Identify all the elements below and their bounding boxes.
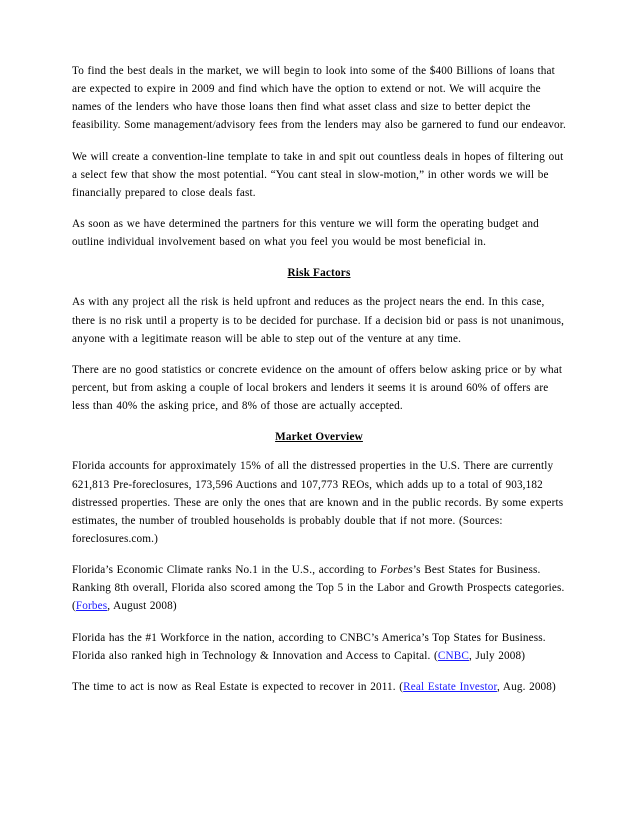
paragraph-operating-budget: As soon as we have determined the partners for this venture we will form the operating budget and outline individual involvement based on what you feel you would be most beneficial in. [72,217,539,249]
document-body [72,62,566,696]
paragraph-convention-line-template: We will create a convention-line template to take in and spit out countless deals in hopes of filtering out a select few that show the most potential. “You cant steal in slow-motion,” in other words we will be financially prepared to close deals fast. [72,150,564,199]
text-segment: , Aug. 2008) [496,680,556,693]
text-segment: The time to act is now as Real Estate is expected to recover in 2011. ( [72,680,404,693]
paragraph-cnbc-workforce [72,629,566,665]
text-segment: Florida’s Economic Climate ranks No.1 in the U.S., according to [72,564,381,577]
text-segment: ’s Best States for Business. Ranking 8th overall, Florida also scored among the Top 5 in the Labor and Growth Prospects categories. ( [72,564,565,613]
paragraph-real-estate-recovery [72,678,566,696]
link-real-estate-investor[interactable]: Real Estate Investor [403,680,497,693]
heading-risk-factors: Risk Factors [287,267,351,280]
italic-forbes-mention: Forbes [380,564,413,577]
paragraph-deal-sourcing: To find the best deals in the market, we will begin to look into some of the $400 Billions of loans that are expected to expire in 2009 and find which have the option to extend or not. We will acquire the names of the lenders who have those loans then find what asset class and size to better depict the feasibility. Some management/advisory fees from the lenders may also be garnered to fund our endeavor. [72,65,566,132]
text-segment: Florida has the #1 Workforce in the nation, according to CNBC’s America’s Top States for Business. Florida also ranked high in Technology & Innovation and Access to Capital. ( [72,631,546,662]
paragraph-risk-statistics: There are no good statistics or concrete evidence on the amount of offers below asking price or by what percent, but from asking a couple of local brokers and lenders it seems it is around 60% of offers are less than 40% the asking price, and 8% of those are actually accepted. [72,363,563,413]
heading-market-overview: Market Overview [275,431,363,444]
text-segment: , August 2008) [107,600,177,613]
link-forbes[interactable]: Forbes [75,600,108,613]
link-cnbc[interactable]: CNBC [437,649,469,662]
paragraph-florida-distressed: Florida accounts for approximately 15% of all the distressed properties in the U.S. There are currently 621,813 Pre-foreclosures, 173,596 Auctions and 107,773 REOs, which adds up to a total of 903,182 distressed properties. These are only the ones that are known and in the public records. By some experts estimates, the number of troubled households is probably double that if not more. (Sources: foreclosures.com.) [72,460,564,545]
paragraph-forbes-economic-climate [72,561,566,615]
paragraph-risk-upfront: As with any project all the risk is held upfront and reduces as the project nears the end. In this case, there is no risk until a property is to be decided for purchase. If a decision bid or pass is not unanimous, anyone with a legitimate reason will be able to step out of the venture at any time. [72,296,565,345]
text-segment: , July 2008) [469,649,526,662]
